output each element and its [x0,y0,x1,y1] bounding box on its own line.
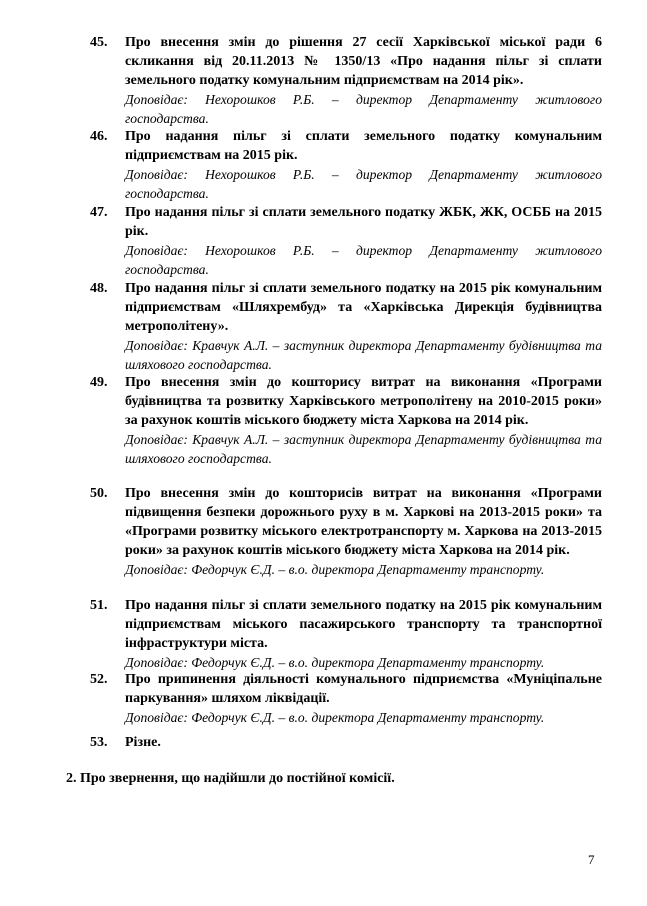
agenda-item-48 [90,279,602,374]
item-speaker: Доповідає: Федорчук Є.Д. – в.о. директора Департаменту транспорту. [125,710,545,725]
agenda-item-45 [90,33,602,128]
item-number: 46. [90,129,108,144]
item-speaker: Доповідає: Нехорошков Р.Б. – директор Департаменту житлового господарства. [125,243,602,277]
item-title: Про внесення змін до кошторисів витрат на виконання «Програми підвищення безпеки дорожнього руху в м. Харкові на 2013-2015 роки» та «Програми розвитку міського електротранспорту м. Харкова на 2013-2015 роки» за рахунок коштів міського бюджету міста Харкова на 2014 рік. [125,486,602,558]
agenda-item-47 [90,203,602,279]
item-title: Різне. [125,735,161,750]
item-number: 47. [90,205,108,220]
agenda-item-51 [90,596,602,672]
item-title: Про надання пільг зі сплати земельного податку ЖБК, ЖК, ОСББ на 2015 рік. [125,205,602,239]
item-speaker: Доповідає: Нехорошков Р.Б. – директор Департаменту житлового господарства. [125,92,602,126]
page-number: 7 [588,852,595,867]
item-title: Про внесення змін до рішення 27 сесії Харківської міської ради 6 скликання від 20.11.2013 № 1350/13 «Про надання пільг зі сплати земельного податку комунальним підприємствам на 2014 рік». [125,35,602,88]
item-speaker: Доповідає: Кравчук А.Л. – заступник директора Департаменту будівництва та шляхового господарства. [125,338,602,372]
item-number: 51. [90,598,108,613]
item-title: Про припинення діяльності комунального підприємства «Муніціпальне паркування» шляхом ліквідації. [125,672,602,706]
item-number: 49. [90,375,108,390]
agenda-item-49 [90,373,602,468]
item-number: 52. [90,672,108,687]
item-number: 50. [90,486,108,501]
item-speaker: Доповідає: Нехорошков Р.Б. – директор Департаменту житлового господарства. [125,167,602,201]
item-speaker: Доповідає: Кравчук А.Л. – заступник директора Департаменту будівництва та шляхового господарства. [125,432,602,466]
agenda-item-53 [90,733,602,752]
agenda-item-50 [90,484,602,579]
agenda-item-46 [90,127,602,203]
item-speaker: Доповідає: Федорчук Є.Д. – в.о. директора Департаменту транспорту. [125,562,545,577]
item-number: 45. [90,35,108,50]
agenda-item-52 [90,670,602,727]
item-title: Про надання пільг зі сплати земельного податку на 2015 рік комунальним підприємствам міського пасажирського транспорту та транспортної інфраструктури міста. [125,598,602,651]
item-title: Про внесення змін до кошторису витрат на виконання «Програми будівництва та розвитку Харківського метрополітену на 2010-2015 роки» за рахунок коштів міського бюджету міста Харкова на 2014 рік. [125,375,602,428]
item-title: Про надання пільг зі сплати земельного податку на 2015 рік комунальним підприємствам «Шляхрембуд» та «Харківська Дирекція будівництва метрополітену». [125,281,602,334]
item-title: Про надання пільг зі сплати земельного податку комунальним підприємствам на 2015 рік. [125,129,602,163]
item-number: 53. [90,735,108,750]
item-number: 48. [90,281,108,296]
section-heading: 2. Про звернення, що надійшли до постійної комісії. [66,771,395,786]
item-speaker: Доповідає: Федорчук Є.Д. – в.о. директора Департаменту транспорту. [125,655,545,670]
